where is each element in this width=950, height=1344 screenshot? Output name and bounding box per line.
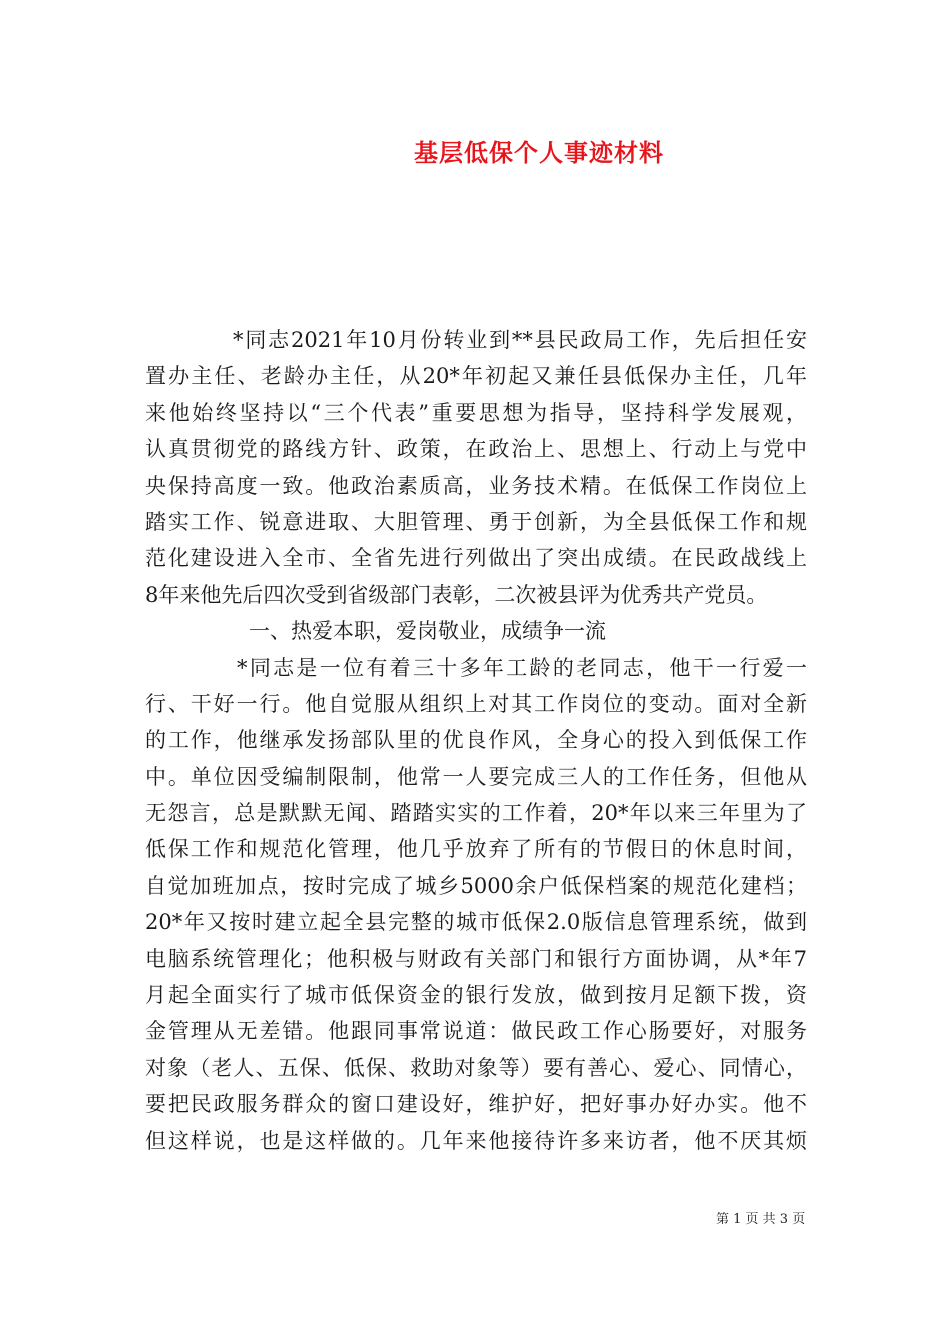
section-heading: 一、热爱本职，爱岗敬业，成绩争一流 bbox=[249, 619, 606, 644]
paragraph-line: 对象（老人、五保、低保、救助对象等）要有善心、爱心、同情心， bbox=[145, 1055, 807, 1080]
paragraph-line: 无怨言，总是默默无闻、踏踏实实的工作着，20*年以来三年里为了 bbox=[145, 801, 807, 826]
paragraph-line: *同志2021年10月份转业到**县民政局工作，先后担任安 bbox=[233, 328, 807, 352]
paragraph-line: 来他始终坚持以“三个代表”重要思想为指导，坚持科学发展观， bbox=[145, 400, 807, 425]
paragraph-line: 范化建设进入全市、全省先进行列做出了突出成绩。在民政战线上 bbox=[145, 546, 807, 571]
paragraph-line: 认真贯彻党的路线方针、政策，在政治上、思想上、行动上与党中 bbox=[145, 437, 807, 462]
paragraph-line: *同志是一位有着三十多年工龄的老同志，他干一行爱一 bbox=[237, 655, 807, 680]
paragraph-line: 自觉加班加点，按时完成了城乡5000余户低保档案的规范化建档； bbox=[145, 873, 807, 898]
paragraph-line: 央保持高度一致。他政治素质高，业务技术精。在低保工作岗位上 bbox=[145, 473, 807, 498]
paragraph-line: 20*年又按时建立起全县完整的城市低保2.0版信息管理系统，做到 bbox=[145, 910, 807, 935]
paragraph-line: 电脑系统管理化；他积极与财政有关部门和银行方面协调，从*年7 bbox=[145, 946, 807, 971]
paragraph-line: 金管理从无差错。他跟同事常说道：做民政工作心肠要好，对服务 bbox=[145, 1019, 807, 1044]
document-title: 基层低保个人事迹材料 bbox=[414, 138, 664, 167]
paragraph-line: 要把民政服务群众的窗口建设好，维护好，把好事办好办实。他不 bbox=[145, 1092, 807, 1117]
paragraph-line: 8年来他先后四次受到省级部门表彰，二次被县评为优秀共产党员。 bbox=[145, 582, 768, 607]
document-body bbox=[145, 322, 807, 1159]
paragraph-line: 低保工作和规范化管理，他几乎放弃了所有的节假日的休息时间， bbox=[145, 837, 807, 862]
page-number: 第 1 页 共 3 页 bbox=[716, 1212, 806, 1227]
paragraph-line: 行、干好一行。他自觉服从组织上对其工作岗位的变动。面对全新 bbox=[145, 691, 807, 716]
paragraph-line: 的工作，他继承发扬部队里的优良作风，全身心的投入到低保工作 bbox=[145, 728, 807, 753]
paragraph-line: 但这样说，也是这样做的。几年来他接待许多来访者，他不厌其烦 bbox=[145, 1128, 807, 1153]
paragraph-line: 置办主任、老龄办主任，从20*年初起又兼任县低保办主任，几年 bbox=[145, 364, 807, 389]
paragraph-line: 月起全面实行了城市低保资金的银行发放，做到按月足额下拨，资 bbox=[145, 983, 807, 1008]
paragraph-line: 踏实工作、锐意进取、大胆管理、勇于创新，为全县低保工作和规 bbox=[145, 509, 807, 534]
paragraph-line: 中。单位因受编制限制，他常一人要完成三人的工作任务，但他从 bbox=[145, 764, 807, 789]
